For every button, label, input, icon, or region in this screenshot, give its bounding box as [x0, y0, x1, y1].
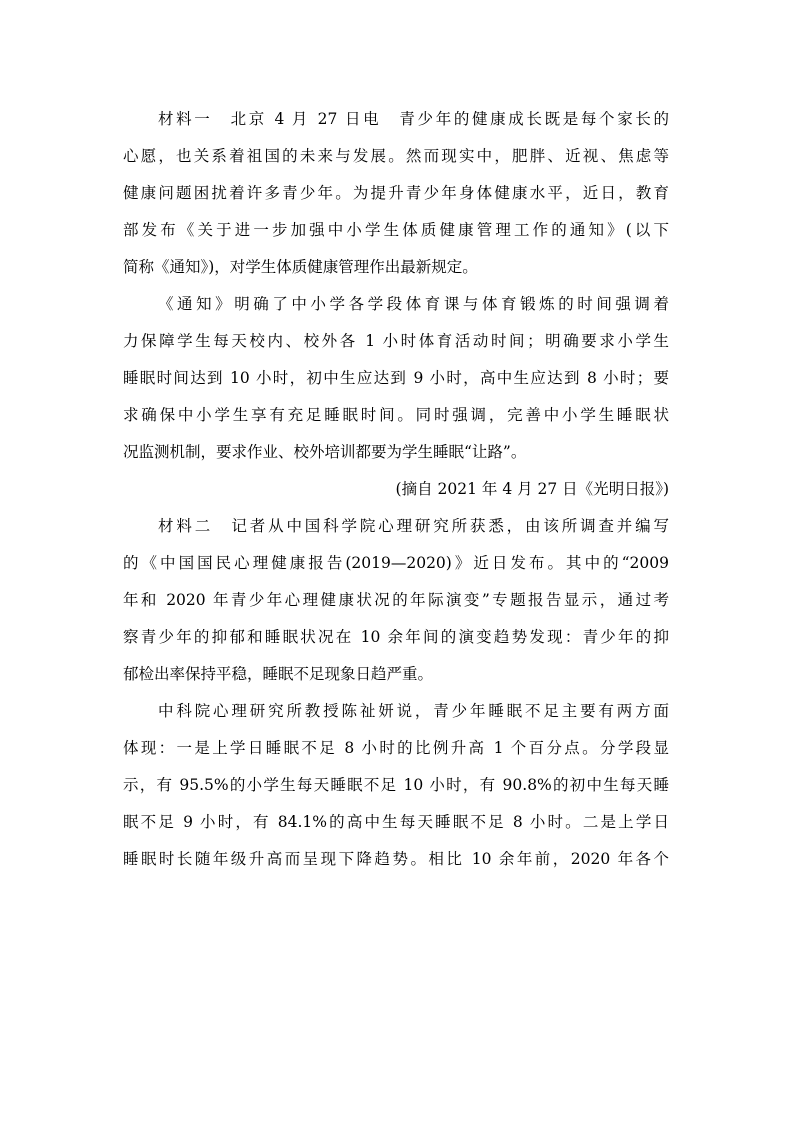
- text-line: 察青少年的抑郁和睡眠状况在 10 余年间的演变趋势发现：青少年的抑: [123, 628, 669, 646]
- text-line: 中科院心理研究所教授陈祉妍说，青少年睡眠不足主要有两方面: [158, 702, 669, 720]
- text-line: 部发布《关于进一步加强中小学生体质健康管理工作的通知》(以下: [123, 221, 669, 239]
- text-line: 力保障学生每天校内、校外各 1 小时体育活动时间；明确要求小学生: [123, 332, 669, 350]
- text-line: 睡眠时间达到 10 小时，初中生应达到 9 小时，高中生应达到 8 小时；要: [123, 369, 669, 387]
- text-line: 健康问题困扰着许多青少年。为提升青少年身体健康水平，近日，教育: [123, 184, 669, 202]
- text-line: 《通知》明确了中小学各学段体育课与体育锻炼的时间强调着: [158, 295, 669, 313]
- text-line: 体现：一是上学日睡眠不足 8 小时的比例升高 1 个百分点。分学段显: [123, 739, 669, 757]
- text-line: 的《中国国民心理健康报告(2019—2020)》近日发布。其中的“2009: [123, 554, 669, 572]
- text-line: 郁检出率保持平稳，睡眠不足现象日趋严重。: [123, 665, 434, 683]
- text-line: 求确保中小学生享有充足睡眠时间。同时强调，完善中小学生睡眠状: [123, 406, 669, 424]
- text-line: 示，有 95.5%的小学生每天睡眠不足 10 小时，有 90.8%的初中生每天睡: [123, 776, 669, 794]
- text-line: 简称《通知》)，对学生体质健康管理作出最新规定。: [123, 258, 478, 276]
- text-line: 材料一 北京 4 月 27 日电 青少年的健康成长既是每个家长的: [158, 110, 669, 128]
- text-line: 心愿，也关系着祖国的未来与发展。然而现实中，肥胖、近视、焦虑等: [123, 147, 669, 165]
- text-line: 材料二 记者从中国科学院心理研究所获悉，由该所调查并编写: [158, 517, 669, 535]
- text-line: 睡眠时长随年级升高而呈现下降趋势。相比 10 余年前，2020 年各个: [123, 850, 669, 868]
- text-line: 况监测机制，要求作业、校外培训都要为学生睡眠“让路”。: [123, 443, 527, 461]
- text-line: 年和 2020 年青少年心理健康状况的年际演变”专题报告显示，通过考: [123, 591, 669, 609]
- text-line: 眠不足 9 小时，有 84.1%的高中生每天睡眠不足 8 小时。二是上学日: [123, 813, 669, 831]
- source-citation: (摘自 2021 年 4 月 27 日《光明日报》): [395, 480, 669, 498]
